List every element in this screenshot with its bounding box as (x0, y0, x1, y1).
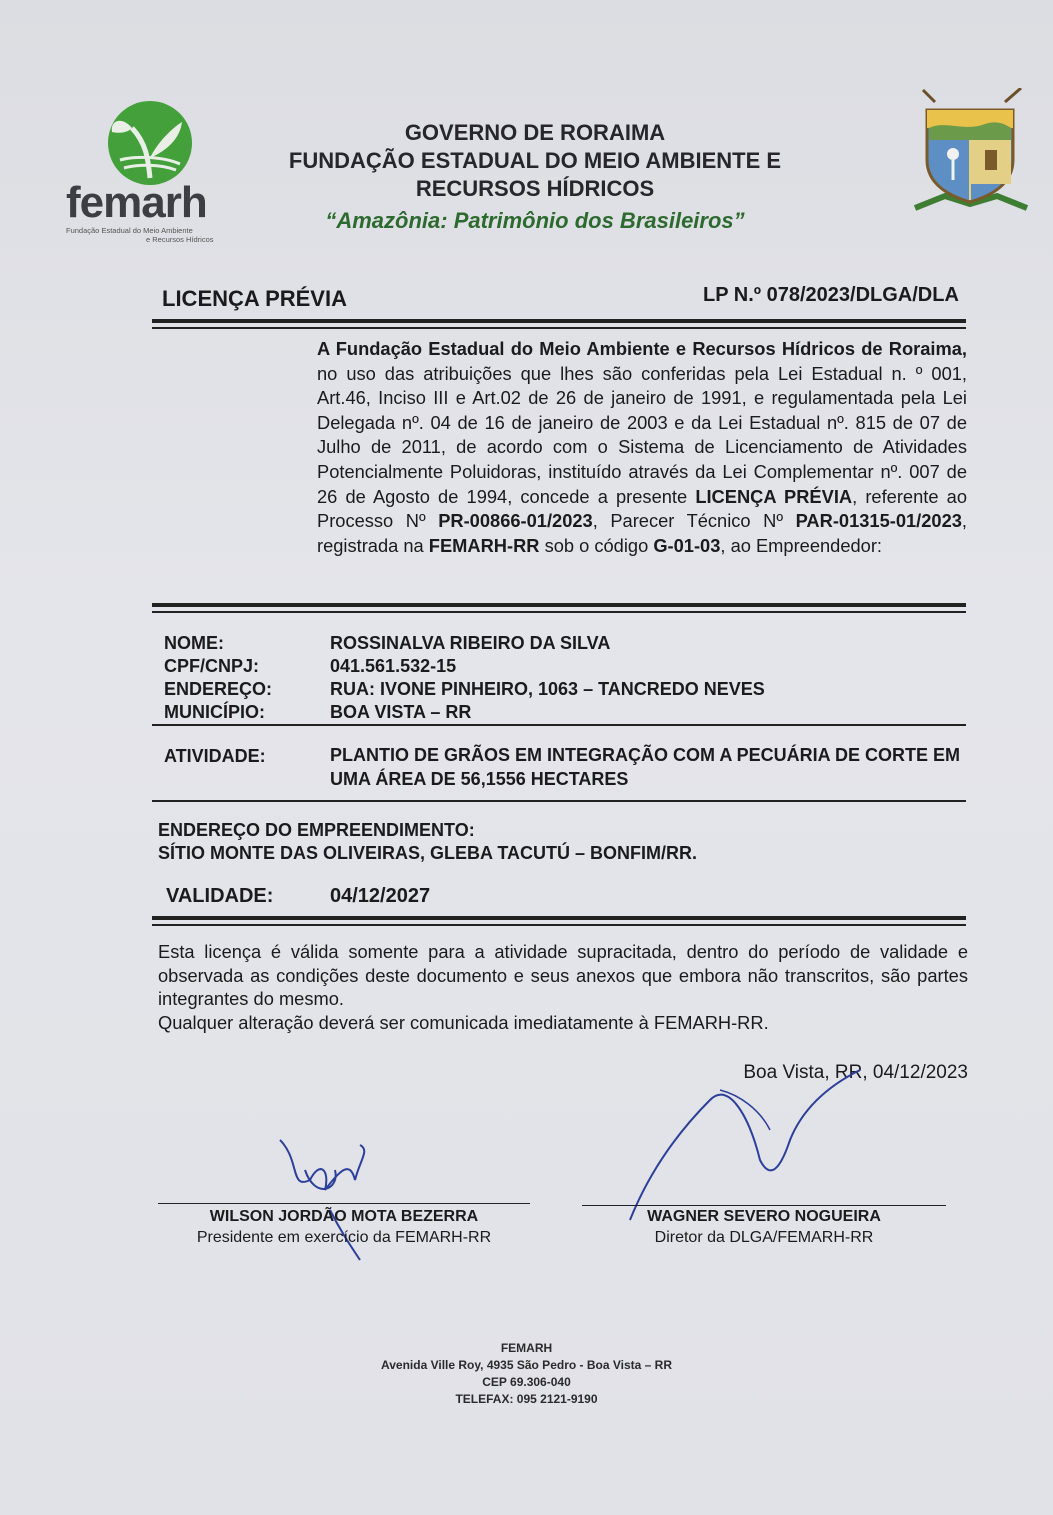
registration-code: G-01-03 (653, 534, 721, 556)
signer-left-name: WILSON JORDÃO MOTA BEZERRA (209, 1208, 479, 1225)
intro-divider (152, 603, 966, 607)
address-label: ENDEREÇO: (164, 679, 273, 699)
state-crest (905, 88, 1035, 218)
cpf-label: CPF/CNPJ: (164, 656, 260, 676)
intro-text-4: , registrada na (317, 510, 968, 556)
notice-paragraph-1: Esta licença é válida somente para a atividade supracitada, dentro do período de validade e observada as condições deste documento e seus anexos que embora não transcritos, são partes integrantes do mesmo. (158, 941, 968, 1009)
signer-left-role: Presidente em exercício da FEMARH-RR (196, 1229, 492, 1246)
cpf-value: 041.561.532-15 (330, 656, 457, 676)
footer-address: Avenida Ville Roy, 4935 São Pedro - Boa Vista – RR (381, 1358, 672, 1372)
intro-foundation-name: A Fundação Estadual do Meio Ambiente e Recursos Hídricos de Roraima, (317, 338, 967, 359)
footer-org: FEMARH (500, 1341, 553, 1355)
header-government: GOVERNO DE RORAIMA (404, 120, 666, 145)
header-foundation: FUNDAÇÃO ESTADUAL DO MEIO AMBIENTE E (288, 148, 782, 173)
activity-label: ATIVIDADE: (164, 746, 266, 766)
signer-right-role: Diretor da DLGA/FEMARH-RR (654, 1229, 874, 1246)
logo-subtitle-line1: Fundação Estadual do Meio Ambiente (66, 226, 193, 235)
intro-text-3: , Parecer Técnico Nº (592, 510, 796, 532)
logo-wordmark: femarh (66, 178, 207, 227)
header-resources: RECURSOS HÍDRICOS (415, 176, 655, 201)
intro-license-type: LICENÇA PRÉVIA (695, 485, 853, 507)
intro-divider-thin (152, 611, 966, 613)
enterprise-value: SÍTIO MONTE DAS OLIVEIRAS, GLEBA TACUTÚ – BONFIM/RR. (158, 843, 698, 863)
validity-value: 04/12/2027 (330, 885, 431, 907)
footer-phone: TELEFAX: 095 2121-9190 (455, 1392, 598, 1406)
intro-text-2: , referente ao Processo Nº (317, 485, 967, 532)
leaf-circle-icon (62, 98, 242, 188)
city-value: BOA VISTA – RR (330, 702, 472, 722)
activity-divider (152, 800, 966, 802)
signature-line-right (582, 1205, 946, 1206)
intro-femarh: FEMARH-RR (428, 534, 540, 556)
name-value: ROSSINALVA RIBEIRO DA SILVA (330, 633, 611, 653)
coat-of-arms-icon (905, 88, 1035, 218)
logo-subtitle-line2: e Recursos Hídricos (146, 235, 214, 244)
city-label: MUNICÍPIO: (164, 702, 265, 722)
title-divider-thin (152, 327, 966, 329)
intro-text-6: , ao Empreendedor: (720, 534, 882, 556)
intro-text-5: sob o código (539, 534, 654, 556)
place-date: Boa Vista, RR, 04/12/2023 (743, 1062, 968, 1083)
logo-subtitle (66, 226, 236, 244)
enterprise-label: ENDEREÇO DO EMPREENDIMENTO: (158, 820, 475, 840)
header-motto: “Amazônia: Patrimônio dos Brasileiros” (325, 208, 745, 233)
address-value: RUA: IVONE PINHEIRO, 1063 – TANCREDO NEVES (330, 679, 765, 699)
title-divider (152, 319, 966, 323)
document-title: LICENÇA PRÉVIA (162, 286, 347, 311)
footer-cep: CEP 69.306-040 (482, 1375, 571, 1389)
name-label: NOME: (164, 633, 224, 653)
validity-divider (152, 916, 966, 920)
process-number: PR-00866-01/2023 (438, 510, 593, 532)
entrepreneur-divider (152, 724, 966, 726)
signature-left (260, 1120, 410, 1270)
notice-paragraph-2: Qualquer alteração deverá ser comunicada imediatamente à FEMARH-RR. (158, 1011, 769, 1033)
intro-paragraph (317, 337, 967, 558)
activity-value: PLANTIO DE GRÃOS EM INTEGRAÇÃO COM A PECUÁRIA DE CORTE EM UMA ÁREA DE 56,1556 HECTARES (330, 745, 961, 789)
validity-label: VALIDADE: (166, 885, 274, 907)
validity-divider-thin (152, 924, 966, 926)
license-number: LP N.º 078/2023/DLGA/DLA (703, 284, 959, 306)
signer-right-name: WAGNER SEVERO NOGUEIRA (647, 1208, 881, 1225)
signature-line-left (158, 1203, 530, 1204)
parecer-number: PAR-01315-01/2023 (795, 510, 962, 532)
intro-legal-text: no uso das atribuições que lhes são conferidas pela Lei Estadual n. º 001, Art.46, Inciso III e Art.02 de 26 de janeiro de 1991, e regulamentada pela Lei Delegada nº. 04 de 16 de janeiro de 2003 e da Lei Estadual nº. 815 de 07 de Julho de 2011, de acordo com o Sistema de Licenciamento de Atividades Potencialmente Poluidoras, instituído através da Lei Complementar nº. 007 de 26 de Agosto de 1994, concede a presente (317, 362, 967, 507)
validity-notice (158, 940, 968, 1034)
